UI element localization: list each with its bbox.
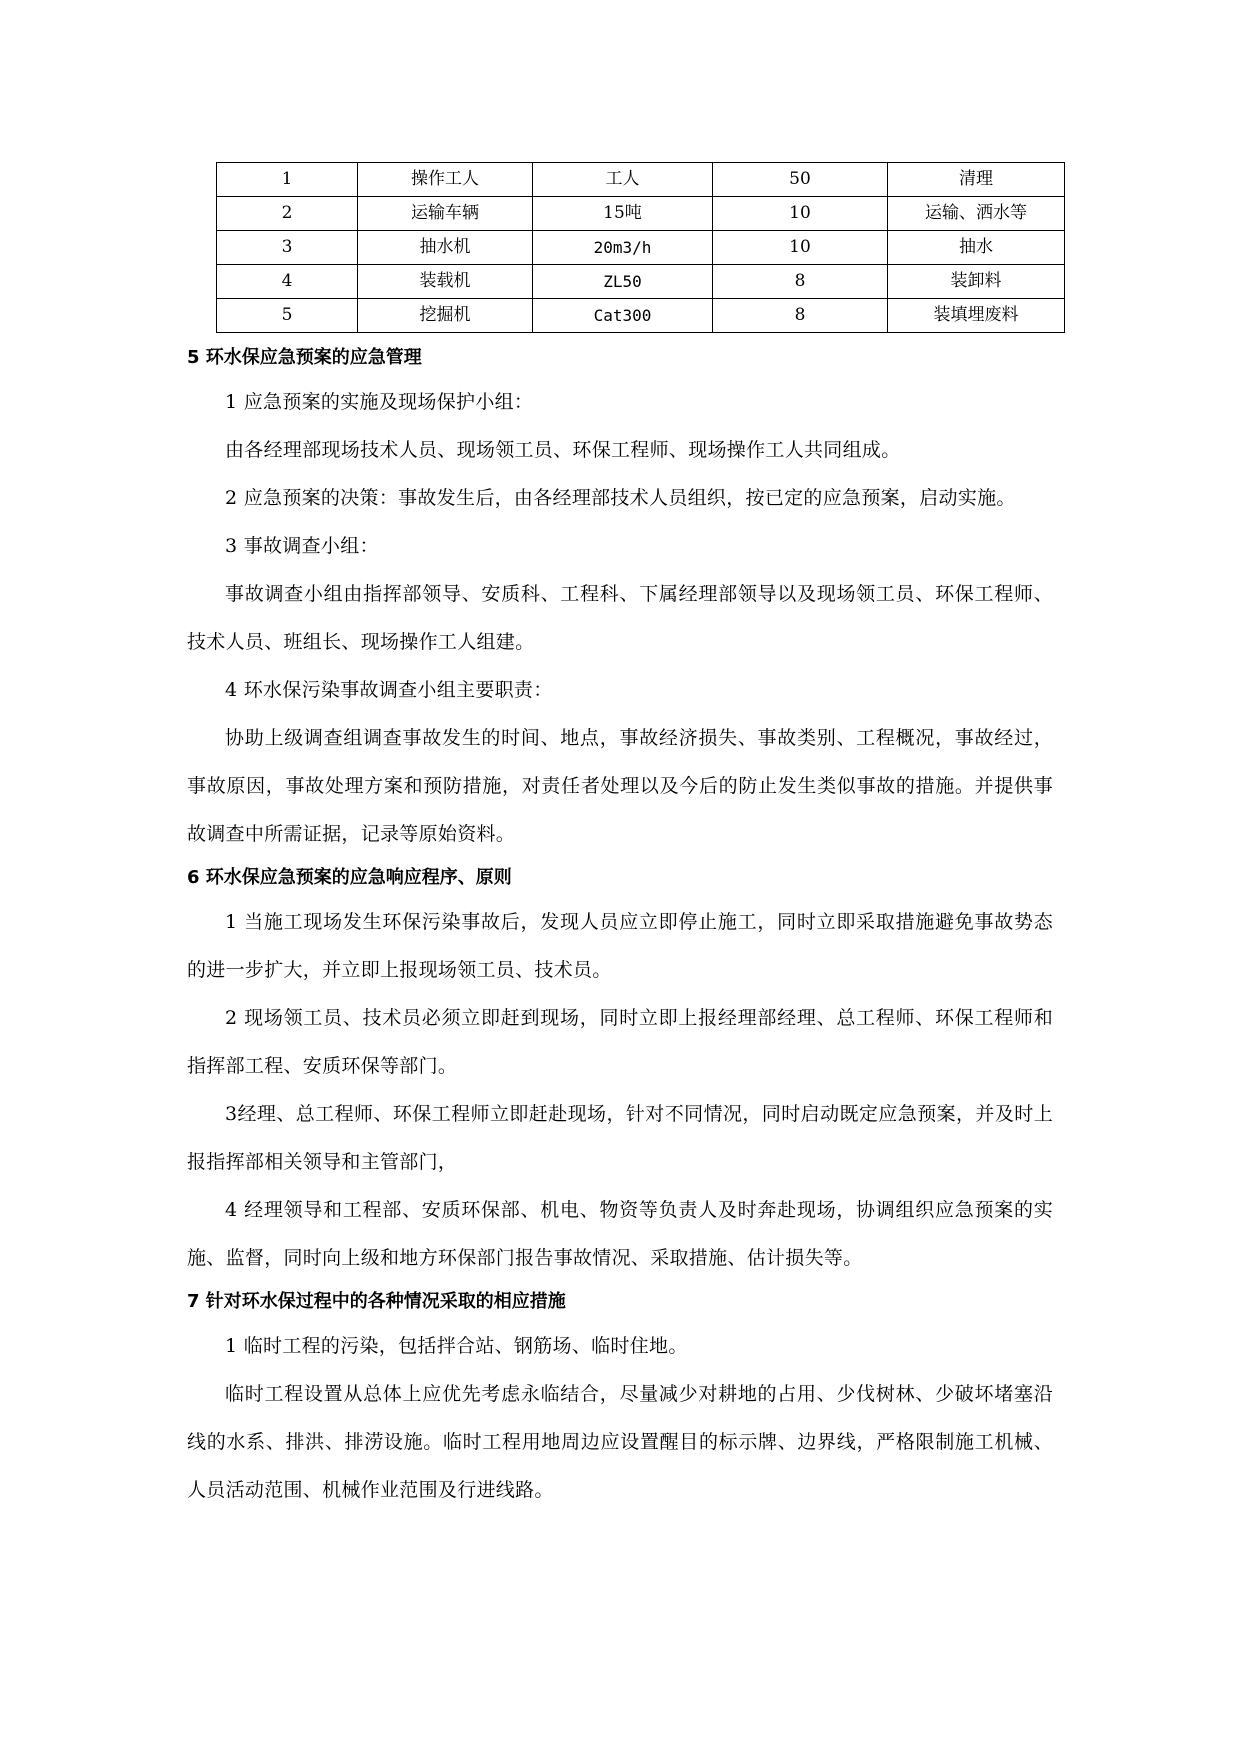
table-cell: 10: [713, 231, 888, 265]
table-row: [217, 265, 1065, 299]
paragraph: 事故调查小组由指挥部领导、安质科、工程科、下属经理部领导以及现场领工员、环保工程师、技术人员、班组长、现场操作工人组建。: [187, 583, 1053, 653]
table-cell: 20m3/h: [533, 231, 713, 265]
table-cell: 2: [217, 197, 358, 231]
table-row: [217, 163, 1065, 197]
table-cell: 3: [217, 231, 358, 265]
section-6-heading: 6 环水保应急预案的应急响应程序、原则: [187, 867, 512, 888]
table-cell: 运输、洒水等: [888, 197, 1065, 231]
table-cell: 运输车辆: [358, 197, 533, 231]
paragraph: 1 临时工程的污染，包括拌合站、钢筋场、临时住地。: [225, 1335, 688, 1357]
body-text: [187, 338, 1053, 1514]
table-cell: 10: [713, 197, 888, 231]
table-cell: 8: [713, 299, 888, 333]
table-cell: 装卸料: [888, 265, 1065, 299]
table-cell: 15吨: [533, 197, 713, 231]
paragraph: 3经理、总工程师、环保工程师立即赶赴现场，针对不同情况，同时启动既定应急预案，并及时上报指挥部相关领导和主管部门，: [187, 1103, 1053, 1173]
table-cell: 抽水: [888, 231, 1065, 265]
table-cell: 50: [713, 163, 888, 197]
table-cell: 操作工人: [358, 163, 533, 197]
table-cell: 8: [713, 265, 888, 299]
paragraph: 协助上级调查组调查事故发生的时间、地点，事故经济损失、事故类别、工程概况，事故经过，事故原因，事故处理方案和预防措施，对责任者处理以及今后的防止发生类似事故的措施。并提供事故调查中所需证据，记录等原始资料。: [187, 727, 1053, 845]
table-cell: Cat300: [533, 299, 713, 333]
table-cell: 挖掘机: [358, 299, 533, 333]
paragraph: 临时工程设置从总体上应优先考虑永临结合，尽量减少对耕地的占用、少伐树林、少破坏堵塞沿线的水系、排洪、排涝设施。临时工程用地周边应设置醒目的标示牌、边界线，严格限制施工机械、人员活动范围、机械作业范围及行进线路。: [187, 1383, 1053, 1501]
paragraph: 2 应急预案的决策：事故发生后，由各经理部技术人员组织，按已定的应急预案，启动实施。: [225, 487, 1016, 509]
table-cell: 清理: [888, 163, 1065, 197]
section-7-heading: 7 针对环水保过程中的各种情况采取的相应措施: [187, 1291, 566, 1312]
paragraph: 1 当施工现场发生环保污染事故后，发现人员应立即停止施工，同时立即采取措施避免事故势态的进一步扩大，并立即上报现场领工员、技术员。: [187, 911, 1053, 981]
paragraph: 由各经理部现场技术人员、现场领工员、环保工程师、现场操作工人共同组成。: [225, 439, 901, 461]
table-row: [217, 197, 1065, 231]
table-row: [217, 231, 1065, 265]
table-cell: 4: [217, 265, 358, 299]
table-cell: 1: [217, 163, 358, 197]
paragraph: 4 环水保污染事故调查小组主要职责：: [225, 679, 553, 701]
table-cell: 装填埋废料: [888, 299, 1065, 333]
table-row: [217, 299, 1065, 333]
paragraph: 2 现场领工员、技术员必须立即赶到现场，同时立即上报经理部经理、总工程师、环保工程师和指挥部工程、安质环保等部门。: [187, 1007, 1053, 1077]
table-cell: 工人: [533, 163, 713, 197]
table-cell: 装载机: [358, 265, 533, 299]
section-5-heading: 5 环水保应急预案的应急管理: [187, 347, 422, 368]
paragraph: 3 事故调查小组：: [225, 535, 379, 557]
paragraph: 1 应急预案的实施及现场保护小组：: [225, 391, 534, 413]
table-cell: 5: [217, 299, 358, 333]
paragraph: 4 经理领导和工程部、安质环保部、机电、物资等负责人及时奔赴现场，协调组织应急预案的实施、监督，同时向上级和地方环保部门报告事故情况、采取措施、估计损失等。: [187, 1199, 1053, 1269]
table-cell: ZL50: [533, 265, 713, 299]
equipment-table: [216, 162, 1065, 333]
table-cell: 抽水机: [358, 231, 533, 265]
